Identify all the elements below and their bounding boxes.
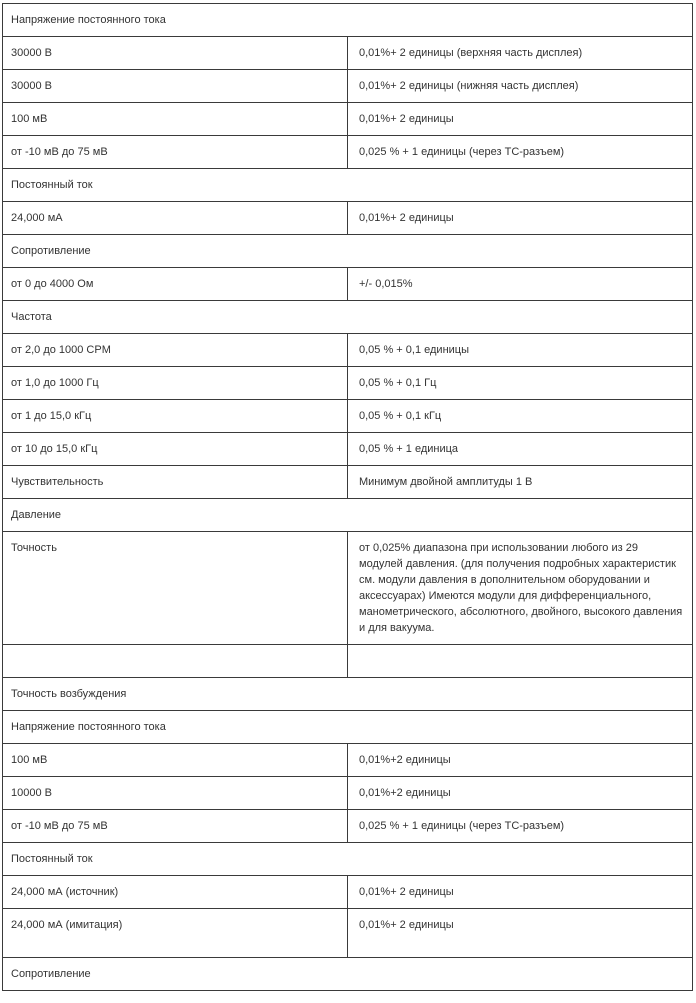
table-row bbox=[3, 4, 693, 37]
table-row bbox=[3, 532, 693, 645]
spec-cell bbox=[348, 645, 693, 678]
table-row bbox=[3, 843, 693, 876]
spec-cell: 0,01%+ 2 единицы (нижняя часть дисплея) bbox=[348, 70, 693, 103]
table-row bbox=[3, 37, 693, 70]
section-header: Частота bbox=[3, 301, 693, 334]
range-cell: 24,000 мА bbox=[3, 202, 348, 235]
section-header: Постоянный ток bbox=[3, 843, 693, 876]
spec-cell: 0,025 % + 1 единицы (через TC-разъем) bbox=[348, 136, 693, 169]
table-row bbox=[3, 499, 693, 532]
range-cell: от 10 до 15,0 кГц bbox=[3, 433, 348, 466]
table-row bbox=[3, 810, 693, 843]
section-header: Давление bbox=[3, 499, 693, 532]
table-row bbox=[3, 103, 693, 136]
table-row bbox=[3, 400, 693, 433]
range-cell: 100 мВ bbox=[3, 744, 348, 777]
range-cell: от 2,0 до 1000 CPM bbox=[3, 334, 348, 367]
section-header: Сопротивление bbox=[3, 958, 693, 991]
range-cell bbox=[3, 645, 348, 678]
section-header: Постоянный ток bbox=[3, 169, 693, 202]
section-header: Напряжение постоянного тока bbox=[3, 4, 693, 37]
section-header: Сопротивление bbox=[3, 235, 693, 268]
range-cell: от 1 до 15,0 кГц bbox=[3, 400, 348, 433]
section-header: Напряжение постоянного тока bbox=[3, 711, 693, 744]
table-row bbox=[3, 268, 693, 301]
range-cell: от -10 мВ до 75 мВ bbox=[3, 810, 348, 843]
table-row bbox=[3, 235, 693, 268]
spec-cell: 0,01%+ 2 единицы bbox=[348, 202, 693, 235]
table-row bbox=[3, 876, 693, 909]
spec-cell: Минимум двойной амплитуды 1 В bbox=[348, 466, 693, 499]
spec-cell: 0,05 % + 0,1 единицы bbox=[348, 334, 693, 367]
table-row bbox=[3, 711, 693, 744]
range-cell: Чувствительность bbox=[3, 466, 348, 499]
spec-cell: от 0,025% диапазона при использовании любого из 29 модулей давления. (для получения подробных характеристик см. модули давления в дополнительном оборудовании и аксессуарах) Имеются модули для дифференциального, манометрического, абсолютного, двойного, высокого давления и для вакуума. bbox=[348, 532, 693, 645]
table-row bbox=[3, 909, 693, 958]
range-cell: от 0 до 4000 Ом bbox=[3, 268, 348, 301]
table-row bbox=[3, 777, 693, 810]
spec-cell: 0,01%+ 2 единицы bbox=[348, 876, 693, 909]
table-row bbox=[3, 433, 693, 466]
table-row bbox=[3, 367, 693, 400]
table-row bbox=[3, 169, 693, 202]
table-row bbox=[3, 645, 693, 678]
spec-cell: 0,01%+2 единицы bbox=[348, 777, 693, 810]
table-row bbox=[3, 466, 693, 499]
spec-cell: 0,01%+2 единицы bbox=[348, 744, 693, 777]
spec-cell: 0,05 % + 1 единица bbox=[348, 433, 693, 466]
table-row bbox=[3, 744, 693, 777]
table-row bbox=[3, 678, 693, 711]
range-cell: 24,000 мА (имитация) bbox=[3, 909, 348, 958]
spec-cell: 0,05 % + 0,1 Гц bbox=[348, 367, 693, 400]
spec-cell: 0,01%+ 2 единицы bbox=[348, 103, 693, 136]
specifications-table bbox=[2, 3, 693, 991]
spec-cell: 0,01%+ 2 единицы (верхняя часть дисплея) bbox=[348, 37, 693, 70]
range-cell: Точность bbox=[3, 532, 348, 645]
spec-cell: 0,05 % + 0,1 кГц bbox=[348, 400, 693, 433]
range-cell: 30000 В bbox=[3, 37, 348, 70]
section-header: Точность возбуждения bbox=[3, 678, 693, 711]
range-cell: от -10 мВ до 75 мВ bbox=[3, 136, 348, 169]
range-cell: 10000 В bbox=[3, 777, 348, 810]
table-row bbox=[3, 70, 693, 103]
table-row bbox=[3, 334, 693, 367]
range-cell: от 1,0 до 1000 Гц bbox=[3, 367, 348, 400]
table-row bbox=[3, 301, 693, 334]
range-cell: 30000 В bbox=[3, 70, 348, 103]
range-cell: 100 мВ bbox=[3, 103, 348, 136]
spec-cell: +/- 0,015% bbox=[348, 268, 693, 301]
spec-cell: 0,01%+ 2 единицы bbox=[348, 909, 693, 958]
table-row bbox=[3, 958, 693, 991]
table-row bbox=[3, 136, 693, 169]
range-cell: 24,000 мА (источник) bbox=[3, 876, 348, 909]
spec-cell: 0,025 % + 1 единицы (через TC-разъем) bbox=[348, 810, 693, 843]
table-row bbox=[3, 202, 693, 235]
